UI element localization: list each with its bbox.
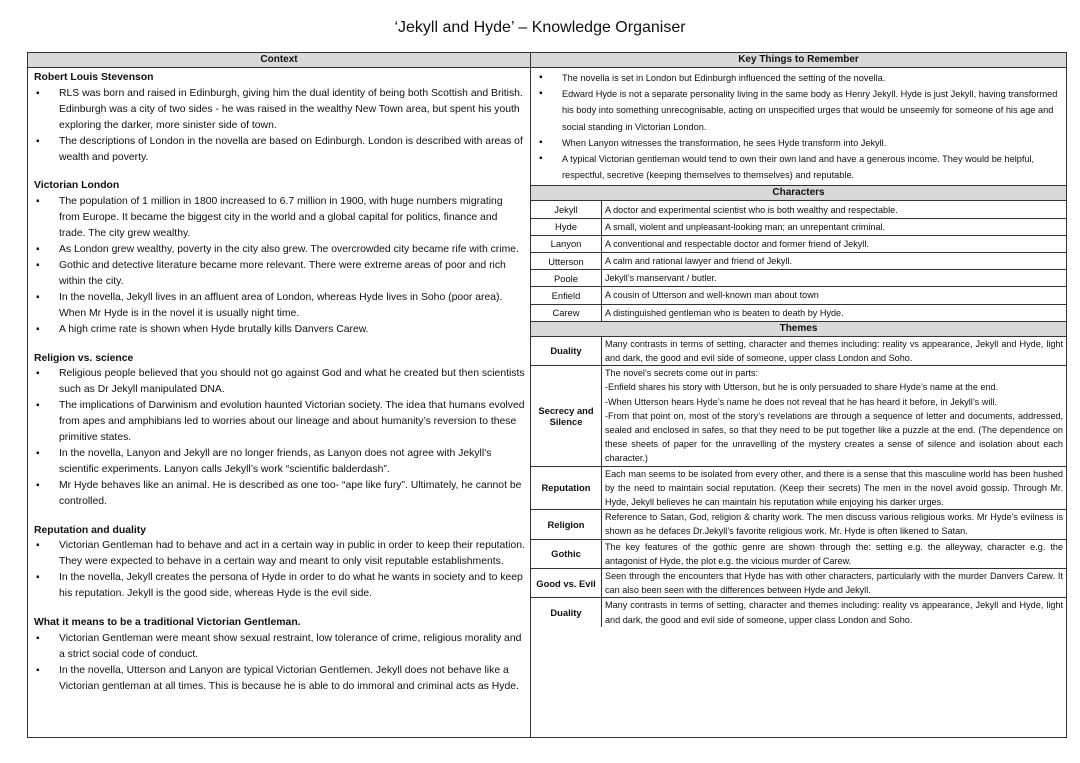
character-desc: A cousin of Utterson and well-known man about town xyxy=(602,287,1067,304)
characters-table xyxy=(531,201,1066,321)
theme-name: Duality xyxy=(531,337,602,366)
characters-header: Characters xyxy=(531,186,1066,201)
table-row xyxy=(531,510,1066,539)
theme-name: Religion xyxy=(531,510,602,539)
bullet-item: ▪ In the novella, Jekyll creates the persona of Hyde in order to do what he wants in society and to keep his reputation. Jekyll is the good side, whereas Hyde is the evil side. xyxy=(34,570,526,602)
theme-desc: Seen through the encounters that Hyde has with other characters, particularly with the murder Danvers Carew. It can also been seen with the differences between Hyde and Jekyll. xyxy=(602,568,1067,597)
character-desc: A distinguished gentleman who is beaten to death by Hyde. xyxy=(602,304,1067,321)
bullet-item: ▪ A typical Victorian gentleman would tend to own their own land and have a generous income. They would be helpful, respectful, secretive (keeping themselves to themselves) and reputable. xyxy=(537,151,1062,183)
table-row xyxy=(531,270,1066,287)
bullet-item: ▪ The population of 1 million in 1800 increased to 6.7 million in 1900, with huge numbers migrating from Europe. It became the biggest city in the world and a global capital for politics, finance and trade. The city grew wealthy. xyxy=(34,194,526,242)
themes-header: Themes xyxy=(531,322,1066,337)
bullet-list xyxy=(34,366,526,509)
theme-desc: Many contrasts in terms of setting, character and themes including: reality vs appearance, Jekyll and Hyde, light and dark, the good and evil side of someone, upper class London and Soho. xyxy=(602,337,1067,366)
theme-line: -Enfield shares his story with Utterson, but he is only persuaded to share Hyde’s name at the end. xyxy=(605,382,999,393)
table-row xyxy=(531,304,1066,321)
bullet-list xyxy=(537,70,1062,183)
bullet-list xyxy=(34,631,526,695)
section-heading: Reputation and duality xyxy=(34,524,146,536)
themes-table xyxy=(531,337,1066,627)
bullet-item: ▪ A high crime rate is shown when Hyde brutally kills Danvers Carew. xyxy=(34,322,526,338)
context-body xyxy=(28,68,530,695)
page-title: ‘Jekyll and Hyde’ – Knowledge Organiser xyxy=(394,19,686,36)
character-desc: A calm and rational lawyer and friend of Jekyll. xyxy=(602,252,1067,269)
character-name: Jekyll xyxy=(531,201,602,218)
character-name: Poole xyxy=(531,270,602,287)
character-name: Enfield xyxy=(531,287,602,304)
character-desc: A conventional and respectable doctor and former friend of Jekyll. xyxy=(602,235,1067,252)
theme-name: Secrecy and Silence xyxy=(531,366,602,466)
bullet-item: ▪ In the novella, Utterson and Lanyon are typical Victorian Gentlemen. Jekyll does not behave like a Victorian gentleman at all times. This is because he is able to do immoral and criminal acts as Hyde. xyxy=(34,663,526,695)
theme-line: The novel’s secrets come out in parts: xyxy=(605,368,758,379)
bullet-item: ▪ RLS was born and raised in Edinburgh, giving him the dual identity of being both Scottish and British. Edinburgh was a city of two sides - he was raised in the wealthy New Town area, but spent his youth exploring the darker, more sinister side of town. xyxy=(34,86,526,134)
table-row xyxy=(531,598,1066,627)
table-row xyxy=(531,568,1066,597)
theme-line: -From that point on, most of the story’s revelations are through a sequence of letter and documents, addressed, sealed and enclosed in safes, so that they need to be put together like a puzzle at the end. (The dependence on these sheets of paper for the unravelling of the mystery creates a sense of silence and isolation about each character.) xyxy=(605,410,1063,464)
bullet-item: ▪ Religious people believed that you should not go against God and what he created but then scientists such as Dr Jekyll manipulated DNA. xyxy=(34,366,526,398)
character-name: Carew xyxy=(531,304,602,321)
theme-name: Reputation xyxy=(531,466,602,510)
context-header: Context xyxy=(28,53,530,68)
bullet-list xyxy=(34,194,526,337)
table-row xyxy=(531,366,1066,466)
theme-desc xyxy=(602,366,1067,466)
bullet-item: ▪ Victorian Gentleman had to behave and act in a certain way in public in order to keep their reputation. They were expected to behave in a certain way and meant to only visit reputable establishments. xyxy=(34,538,526,570)
bullet-item: ▪ As London grew wealthy, poverty in the city also grew. The overcrowded city became rife with crime. xyxy=(34,242,526,258)
bullet-item: ▪ The descriptions of London in the novella are based on Edinburgh. London is described with areas of wealth and poverty. xyxy=(34,134,526,166)
bullet-list xyxy=(34,538,526,602)
section-heading: Victorian London xyxy=(34,180,120,192)
theme-name: Duality xyxy=(531,598,602,627)
key-things-header: Key Things to Remember xyxy=(531,53,1066,68)
section-heading: Religion vs. science xyxy=(34,352,134,364)
bullet-item: ▪ Mr Hyde behaves like an animal. He is described as one too- “ape like fury”. Ultimately, he cannot be controlled. xyxy=(34,478,526,510)
theme-name: Good vs. Evil xyxy=(531,568,602,597)
section-heading: Robert Louis Stevenson xyxy=(34,72,154,83)
organiser-grid xyxy=(27,52,1067,738)
table-row xyxy=(531,539,1066,568)
bullet-item: ▪ The novella is set in London but Edinburgh influenced the setting of the novella. xyxy=(537,70,1062,86)
table-row xyxy=(531,287,1066,304)
theme-desc: The key features of the gothic genre are shown through the: setting e.g. the alleyway, character e.g. the antagonist of Hyde, the plot e.g. the vicious murder of Carew. xyxy=(602,539,1067,568)
bullet-item: ▪ Edward Hyde is not a separate personality living in the same body as Henry Jekyll. Hyde is just Jekyll, having transformed his body into something unrecognisable, acting on unspecified urges that would be unseemly for someone of his age and social standing in Victorian London. xyxy=(537,86,1062,135)
table-row xyxy=(531,337,1066,366)
theme-desc: Each man seems to be isolated from every other, and there is a sense that this masculine world has been hushed by the need to maintain social reputation. (Keep their secrets) The men in the novel avoid gossip. Through Mr. Hyde, Jekyll believes he can maintain his reputation while enjoying his darker urges. xyxy=(602,466,1067,510)
character-name: Lanyon xyxy=(531,235,602,252)
bullet-item: ▪ In the novella, Lanyon and Jekyll are no longer friends, as Lanyon does not agree with Jekyll’s scientific experiments. Lanyon calls Jekyll’s work “scientific balderdash”. xyxy=(34,446,526,478)
theme-line: -When Utterson hears Hyde’s name he does not reveal that he has heard it before, in Jekyll’s will. xyxy=(605,396,997,407)
bullet-item: ▪ Gothic and detective literature became more relevant. There were extreme areas of poor and rich within the city. xyxy=(34,258,526,290)
bullet-item: ▪ The implications of Darwinism and evolution haunted Victorian society. The idea that humans evolved from apes and amphibians led to worries about our lineage and about humanity’s reversion to these primitive states. xyxy=(34,398,526,446)
table-row xyxy=(531,235,1066,252)
character-desc: A doctor and experimental scientist who is both wealthy and respectable. xyxy=(602,201,1067,218)
theme-desc: Reference to Satan, God, religion & charity work. The men discuss various religious works. Mr Hyde’s evilness is shown as he defaces Dr.Jekyll’s favorite religious work. Mr. Hyde is often likened to Satan. xyxy=(602,510,1067,539)
bullet-list xyxy=(34,86,526,166)
table-row xyxy=(531,218,1066,235)
character-name: Hyde xyxy=(531,218,602,235)
theme-name: Gothic xyxy=(531,539,602,568)
character-desc: Jekyll’s manservant / butler. xyxy=(602,270,1067,287)
bullet-item: ▪ In the novella, Jekyll lives in an affluent area of London, whereas Hyde lives in Soho (poor area). When Mr Hyde is in the novel it is usually night time. xyxy=(34,290,526,322)
bullet-item: ▪ When Lanyon witnesses the transformation, he sees Hyde transform into Jekyll. xyxy=(537,135,1062,151)
table-row xyxy=(531,201,1066,218)
character-name: Utterson xyxy=(531,252,602,269)
theme-desc: Many contrasts in terms of setting, character and themes including: reality vs appearance, Jekyll and Hyde, light and dark, the good and evil side of someone, upper class London and Soho. xyxy=(605,600,1063,625)
section-heading: What it means to be a traditional Victorian Gentleman. xyxy=(34,617,301,629)
key-things-body xyxy=(531,68,1066,186)
context-column xyxy=(28,53,531,737)
character-desc: A small, violent and unpleasant-looking man; an unrepentant criminal. xyxy=(602,218,1067,235)
right-column xyxy=(531,53,1066,737)
bullet-item: ▪ Victorian Gentleman were meant show sexual restraint, low tolerance of crime, religious morality and a strict social code of conduct. xyxy=(34,631,526,663)
table-row xyxy=(531,466,1066,510)
table-row xyxy=(531,252,1066,269)
